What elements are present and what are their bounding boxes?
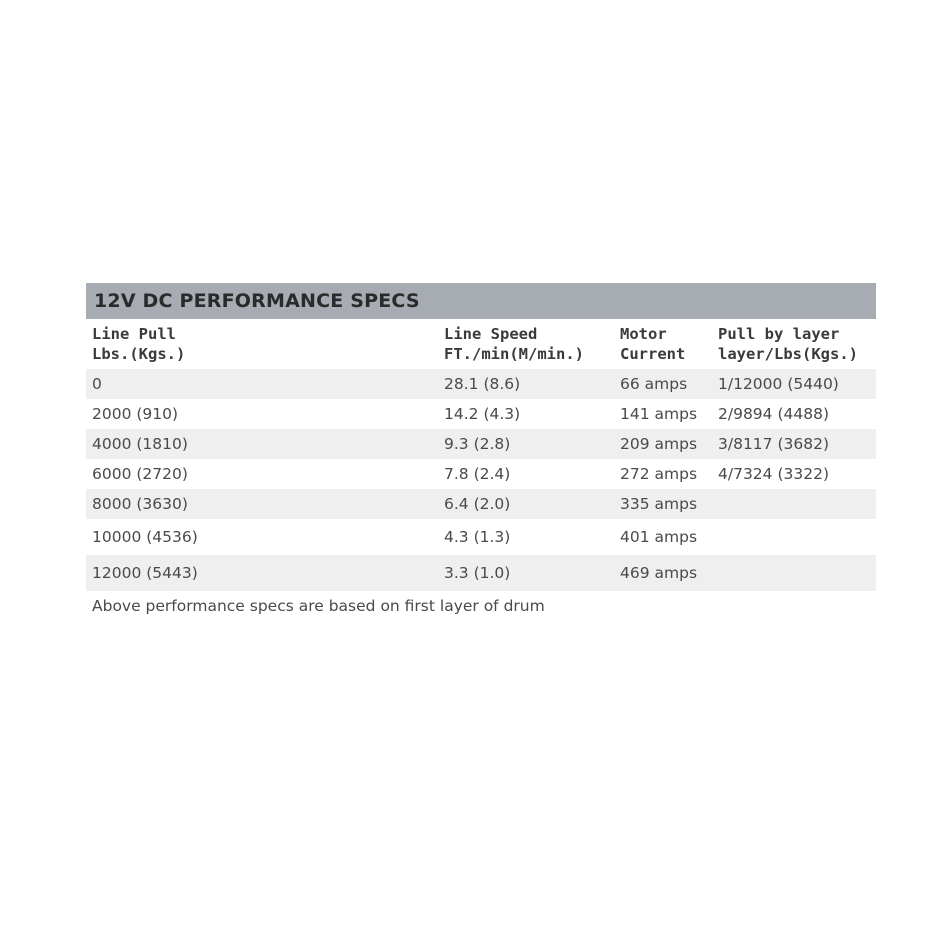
cell-motor-current: 272 amps	[620, 465, 698, 483]
cell-line-pull: 10000 (4536)	[92, 528, 198, 546]
header-motor-current-line1: Motor	[620, 325, 667, 343]
table-header-row	[86, 319, 876, 369]
table-title-bar	[86, 283, 876, 319]
cell-motor-current: 469 amps	[620, 564, 698, 582]
header-line-pull	[86, 324, 444, 364]
cell-motor-current: 335 amps	[620, 495, 698, 513]
cell-pull-by-layer: 3/8117 (3682)	[718, 435, 829, 453]
header-motor-current	[620, 324, 718, 364]
cell-pull-by-layer: 4/7324 (3322)	[718, 465, 829, 483]
cell-line-pull: 2000 (910)	[92, 405, 179, 423]
header-line-speed-line1: Line Speed	[444, 325, 538, 343]
cell-line-pull: 8000 (3630)	[92, 495, 188, 513]
cell-line-pull: 4000 (1810)	[92, 435, 188, 453]
header-pull-by-layer-line1: Pull by layer	[718, 325, 840, 343]
table-footnote: Above performance specs are based on first layer of drum	[92, 597, 545, 615]
cell-line-speed: 28.1 (8.6)	[444, 375, 521, 393]
cell-line-pull: 12000 (5443)	[92, 564, 198, 582]
table-row	[86, 519, 876, 555]
header-line-pull-line2: Lbs.(Kgs.)	[92, 345, 186, 363]
cell-line-speed: 6.4 (2.0)	[444, 495, 511, 513]
cell-motor-current: 66 amps	[620, 375, 688, 393]
cell-motor-current: 141 amps	[620, 405, 698, 423]
table-row	[86, 555, 876, 591]
cell-line-speed: 3.3 (1.0)	[444, 564, 511, 582]
cell-pull-by-layer: 1/12000 (5440)	[718, 375, 839, 393]
cell-line-pull: 6000 (2720)	[92, 465, 188, 483]
cell-line-speed: 4.3 (1.3)	[444, 528, 511, 546]
cell-line-speed: 9.3 (2.8)	[444, 435, 511, 453]
header-line-speed-line2: FT./min(M/min.)	[444, 345, 584, 363]
header-pull-by-layer-line2: layer/Lbs(Kgs.)	[718, 345, 858, 363]
header-pull-by-layer	[718, 324, 876, 364]
table-row	[86, 489, 876, 519]
header-motor-current-line2: Current	[620, 345, 686, 363]
header-line-pull-line1: Line Pull	[92, 325, 176, 343]
table-row	[86, 399, 876, 429]
table-row	[86, 459, 876, 489]
table-row	[86, 429, 876, 459]
cell-pull-by-layer: 2/9894 (4488)	[718, 405, 829, 423]
table-row	[86, 369, 876, 399]
header-line-speed	[444, 324, 620, 364]
cell-line-speed: 7.8 (2.4)	[444, 465, 511, 483]
cell-motor-current: 209 amps	[620, 435, 698, 453]
cell-line-pull: 0	[92, 375, 102, 393]
cell-motor-current: 401 amps	[620, 528, 698, 546]
cell-line-speed: 14.2 (4.3)	[444, 405, 521, 423]
table-title: 12V DC PERFORMANCE SPECS	[94, 290, 420, 312]
performance-specs-table	[86, 283, 876, 615]
